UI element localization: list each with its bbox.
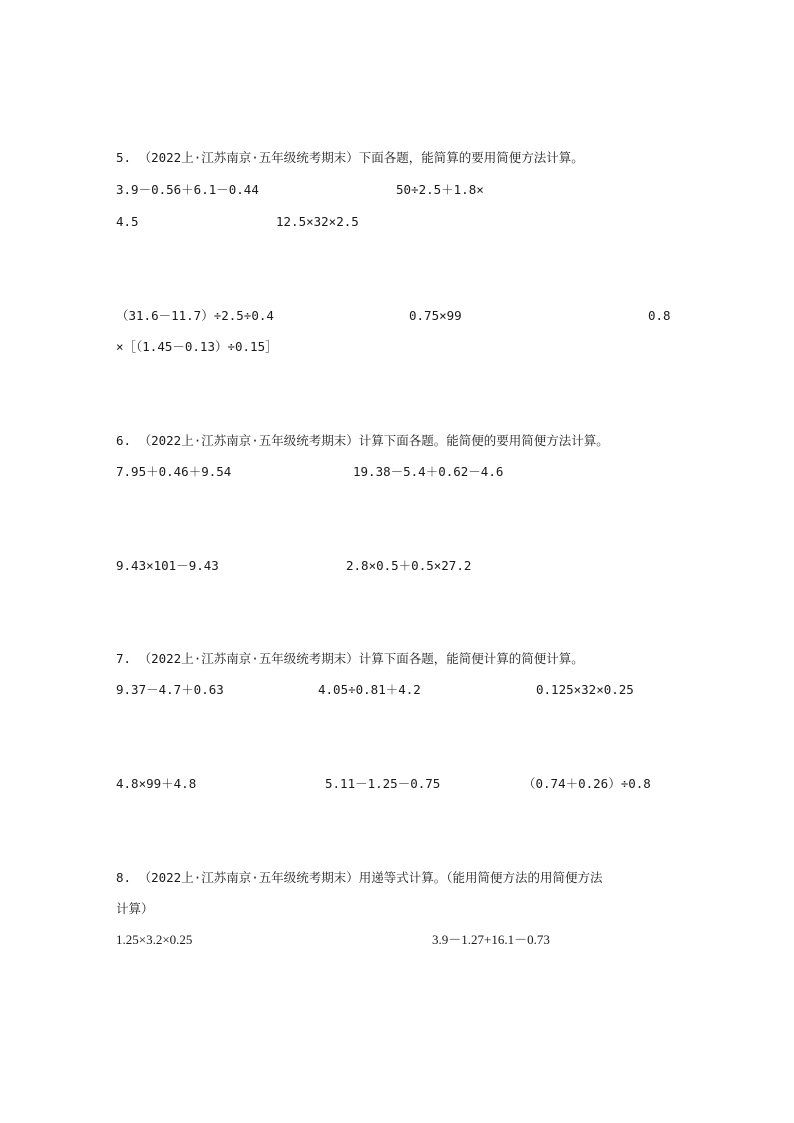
question-8-heading bbox=[116, 870, 603, 886]
question-8-number: 8. bbox=[116, 870, 132, 885]
q5-expression-2: 50÷2.5＋1.8× bbox=[396, 182, 484, 197]
q6-expression-1: 7.95＋0.46＋9.54 bbox=[116, 464, 232, 479]
q7-expression-4: 4.8×99＋4.8 bbox=[116, 776, 197, 791]
question-5-prompt: （2022上·江苏南京·五年级统考期末）下面各题，能简算的要用简便方法计算。 bbox=[138, 150, 584, 165]
q5-expression-6: 0.8 bbox=[648, 308, 671, 323]
q6-expression-2: 19.38－5.4＋0.62－4.6 bbox=[353, 464, 504, 479]
question-7-number: 7. bbox=[116, 651, 132, 666]
question-8-prompt-continued: 计算） bbox=[116, 901, 154, 916]
q6-expression-3: 9.43×101－9.43 bbox=[116, 558, 219, 573]
question-6-heading bbox=[116, 433, 609, 449]
q7-expression-2: 4.05÷0.81＋4.2 bbox=[318, 682, 421, 697]
q5-expression-3: 12.5×32×2.5 bbox=[276, 214, 359, 229]
question-6-number: 6. bbox=[116, 433, 132, 448]
q5-expression-4: （31.6－11.7）÷2.5÷0.4 bbox=[116, 308, 274, 323]
question-6-prompt: （2022上·江苏南京·五年级统考期末）计算下面各题。能简便的要用简便方法计算。 bbox=[138, 433, 609, 448]
question-8-prompt: （2022上·江苏南京·五年级统考期末）用递等式计算。（能用简便方法的用简便方法 bbox=[138, 870, 603, 885]
question-7-heading bbox=[116, 651, 584, 667]
q8-expression-2: 3.9－1.27+16.1－0.73 bbox=[432, 932, 550, 947]
question-5-number: 5. bbox=[116, 150, 132, 165]
q5-expression-5: 0.75×99 bbox=[409, 308, 462, 323]
q6-expression-4: 2.8×0.5＋0.5×27.2 bbox=[346, 558, 472, 573]
question-7-prompt: （2022上·江苏南京·五年级统考期末）计算下面各题，能简便计算的简便计算。 bbox=[138, 651, 584, 666]
question-5-heading bbox=[116, 150, 584, 166]
q7-expression-5: 5.11－1.25－0.75 bbox=[325, 776, 441, 791]
q5-expression-1: 3.9－0.56＋6.1－0.44 bbox=[116, 182, 259, 197]
q7-expression-6: （0.74＋0.26）÷0.8 bbox=[523, 776, 651, 791]
q8-expression-1: 1.25×3.2×0.25 bbox=[116, 932, 193, 947]
q7-expression-1: 9.37－4.7＋0.63 bbox=[116, 682, 224, 697]
q7-expression-3: 0.125×32×0.25 bbox=[536, 682, 634, 697]
q5-expression-2-continued: 4.5 bbox=[116, 214, 139, 229]
q5-expression-6-continued: ×［（1.45－0.13）÷0.15］ bbox=[116, 339, 278, 354]
